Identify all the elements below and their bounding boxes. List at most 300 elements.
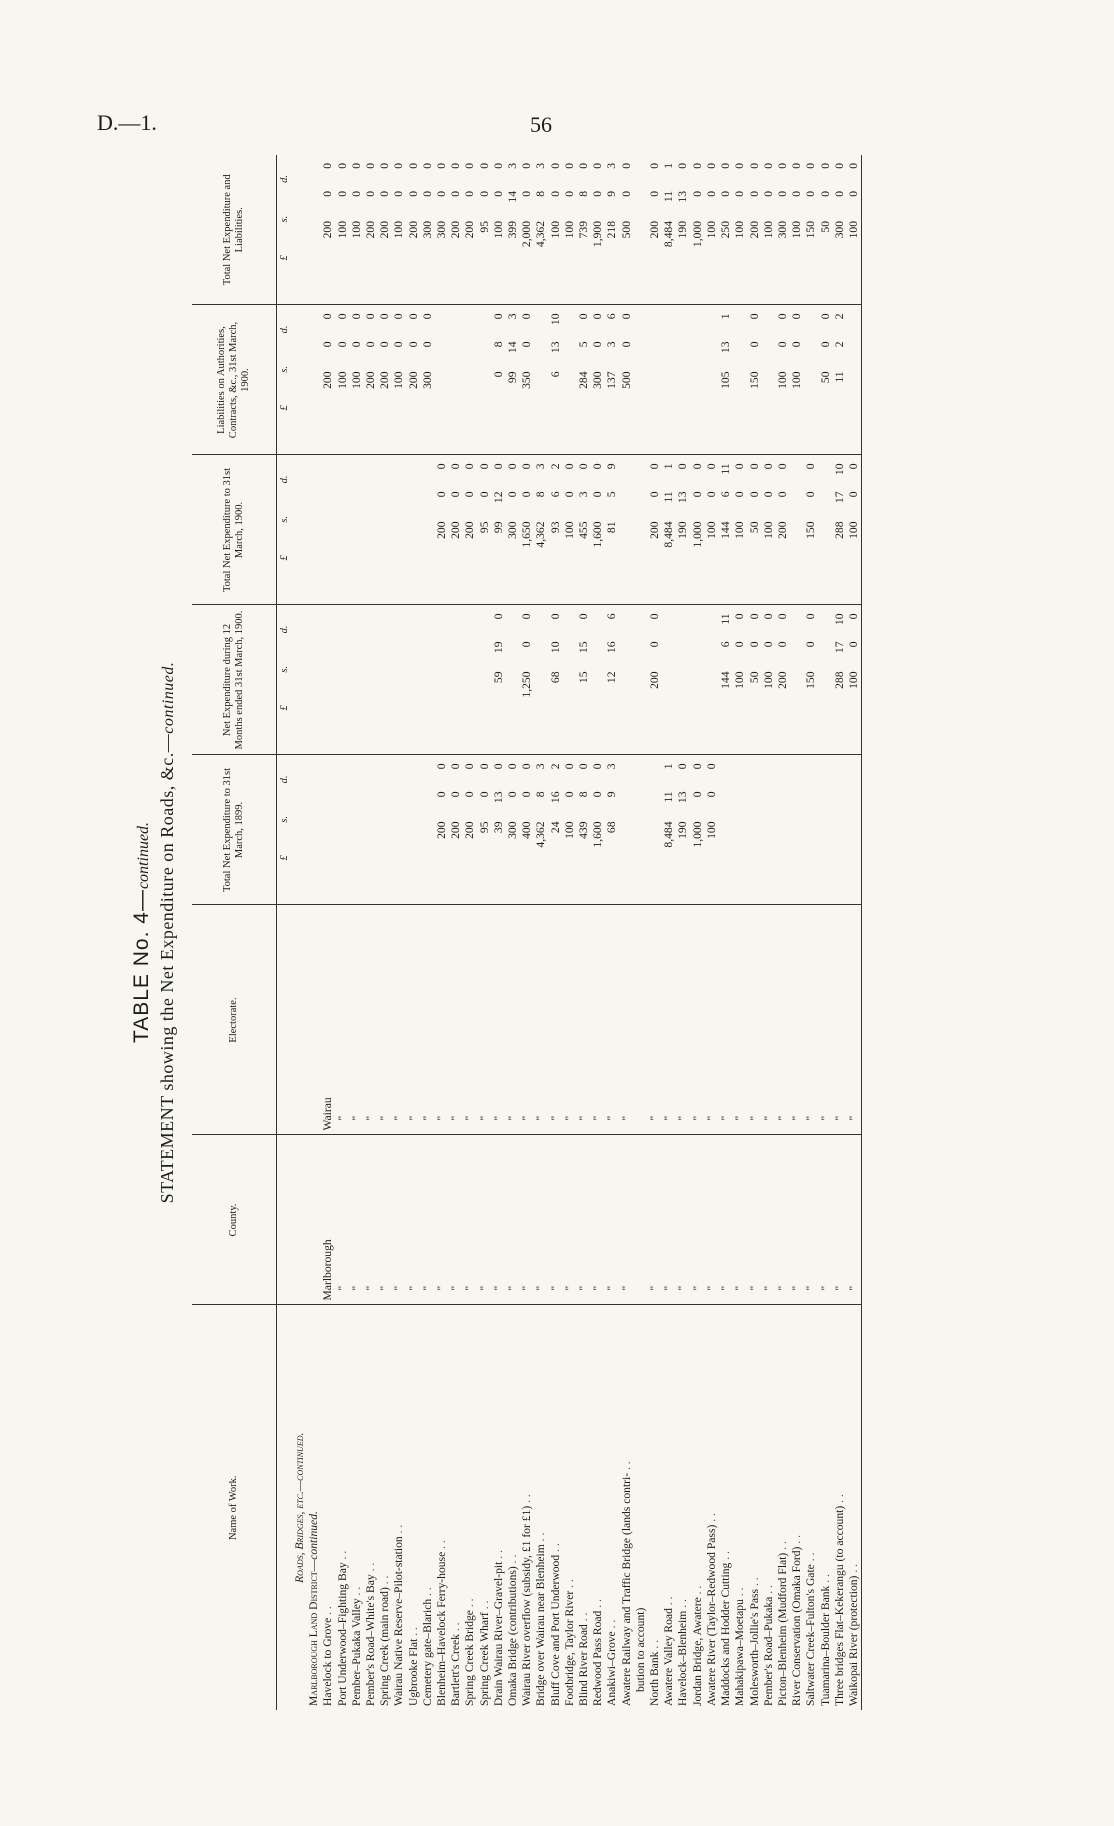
work-name bbox=[719, 1305, 733, 1710]
money-d: 0 bbox=[648, 163, 662, 169]
money-l: 100 bbox=[761, 521, 775, 539]
county-cell bbox=[804, 1135, 818, 1305]
money-cell-m5 bbox=[719, 155, 733, 305]
money-s: 0 bbox=[406, 191, 420, 197]
money-s: 13 bbox=[676, 191, 690, 203]
money-d: 3 bbox=[534, 163, 548, 169]
money-d: 0 bbox=[846, 163, 860, 169]
money-cell-m3 bbox=[620, 455, 634, 605]
work-name bbox=[506, 1305, 520, 1710]
money-cell-m5 bbox=[591, 155, 605, 305]
money-s: 0 bbox=[591, 791, 605, 798]
table-row bbox=[563, 155, 577, 1710]
dot-leader: . . bbox=[761, 1585, 775, 1597]
money-cell-m2 bbox=[520, 605, 534, 755]
money-s: 0 bbox=[349, 191, 363, 197]
money-amount bbox=[648, 610, 662, 751]
money-d: 0 bbox=[420, 163, 434, 169]
money-cell-m1 bbox=[804, 755, 818, 905]
money-cell-m4 bbox=[378, 305, 392, 455]
money-cell-m5 bbox=[648, 155, 662, 305]
table-row bbox=[591, 155, 605, 1710]
electorate-text: " bbox=[349, 1115, 363, 1121]
money-amount bbox=[676, 159, 690, 301]
county-text: " bbox=[335, 1285, 349, 1291]
money-amount bbox=[776, 460, 790, 601]
electorate-cell bbox=[705, 905, 719, 1135]
work-name-text: Awatere River (Taylor–Redwood Pass) bbox=[704, 1524, 718, 1706]
money-l: 300 bbox=[506, 821, 520, 839]
electorate-cell bbox=[392, 905, 406, 1135]
dot-leader: . . bbox=[846, 1563, 860, 1576]
work-name-text: bution to account) bbox=[633, 1607, 647, 1692]
dot-leader: . . bbox=[648, 1639, 662, 1652]
money-l: 150 bbox=[747, 371, 761, 389]
money-d: 0 bbox=[520, 763, 534, 770]
work-name bbox=[790, 1305, 804, 1710]
money-amount bbox=[563, 460, 577, 601]
money-d: 0 bbox=[733, 463, 747, 470]
money-s: 11 bbox=[662, 791, 676, 803]
money-amount bbox=[463, 460, 477, 601]
work-name-text: Pember's Road–White's Bay bbox=[364, 1574, 378, 1706]
money-d: 0 bbox=[378, 163, 392, 169]
money-amount bbox=[691, 159, 705, 301]
money-d: 0 bbox=[733, 163, 747, 169]
money-cell-m5 bbox=[321, 155, 335, 305]
money-s: 5 bbox=[605, 491, 619, 498]
money-d: 2 bbox=[548, 763, 562, 770]
money-cell-m5 bbox=[549, 155, 563, 305]
money-amount bbox=[804, 610, 818, 751]
dot-leader: . . bbox=[364, 1562, 378, 1575]
work-name bbox=[534, 1305, 548, 1710]
money-cell-m5 bbox=[605, 155, 619, 305]
money-amount bbox=[492, 310, 506, 451]
money-cell-m3 bbox=[577, 455, 591, 605]
money-amount bbox=[662, 760, 676, 901]
money-l: 200 bbox=[364, 221, 378, 239]
dot-leader: . . bbox=[463, 1598, 477, 1611]
electorate-text: " bbox=[491, 1115, 505, 1121]
money-s: 0 bbox=[818, 341, 832, 348]
money-amount bbox=[506, 760, 520, 901]
money-s: 0 bbox=[477, 491, 491, 498]
money-d: 0 bbox=[449, 463, 463, 470]
dot-leader: . . bbox=[349, 1586, 363, 1599]
money-l: 399 bbox=[506, 221, 520, 239]
money-cell-m2 bbox=[719, 605, 733, 755]
money-amount bbox=[648, 159, 662, 301]
table-row bbox=[776, 155, 790, 1710]
electorate-cell bbox=[563, 905, 577, 1135]
dot-leader: . . bbox=[378, 1575, 392, 1588]
money-amount bbox=[492, 159, 506, 301]
money-cell-m3 bbox=[762, 455, 776, 605]
money-cell-m5 bbox=[435, 155, 449, 305]
money-amount bbox=[506, 310, 520, 451]
money-amount bbox=[662, 460, 676, 601]
page-number: 56 bbox=[530, 112, 552, 137]
money-cell-m1 bbox=[449, 755, 463, 905]
table-row bbox=[676, 155, 690, 1710]
money-cell-m1 bbox=[321, 755, 335, 905]
money-l: 68 bbox=[548, 671, 562, 684]
money-d: 0 bbox=[648, 613, 662, 620]
money-amount bbox=[605, 760, 619, 901]
county-cell bbox=[620, 1135, 634, 1305]
money-s: 0 bbox=[520, 791, 534, 798]
money-cell-m1 bbox=[847, 755, 862, 905]
section-heading-row bbox=[293, 155, 307, 1710]
electorate-text: " bbox=[733, 1115, 747, 1121]
column-header-row bbox=[192, 155, 277, 1710]
money-l: 1,000 bbox=[690, 821, 704, 848]
rotated-table-sheet bbox=[130, 155, 860, 1710]
money-amount bbox=[776, 310, 790, 451]
money-l: 1,000 bbox=[690, 521, 704, 548]
money-cell-m2 bbox=[336, 605, 350, 755]
money-l: 105 bbox=[719, 371, 733, 389]
money-l: 144 bbox=[719, 521, 733, 539]
money-s: 0 bbox=[619, 191, 633, 197]
money-d: 0 bbox=[790, 313, 804, 320]
money-cell-m3 bbox=[549, 455, 563, 605]
money-s: 0 bbox=[321, 341, 335, 348]
money-amount bbox=[691, 460, 705, 601]
work-name bbox=[676, 1305, 690, 1710]
money-l: 8,484 bbox=[662, 221, 676, 248]
money-cell-m1 bbox=[506, 755, 520, 905]
money-l: 8,484 bbox=[662, 521, 676, 548]
county-text: " bbox=[477, 1285, 491, 1291]
money-amount bbox=[804, 460, 818, 601]
county-text: " bbox=[491, 1285, 505, 1291]
county-text: " bbox=[605, 1285, 619, 1291]
money-l: 0 bbox=[491, 371, 505, 378]
money-cell-m5 bbox=[421, 155, 435, 305]
electorate-text: " bbox=[846, 1115, 860, 1121]
money-cell-m1 bbox=[719, 755, 733, 905]
county-cell bbox=[421, 1135, 435, 1305]
money-cell-m1 bbox=[591, 755, 605, 905]
money-amount bbox=[421, 310, 435, 451]
money-d: 0 bbox=[406, 313, 420, 320]
money-amount bbox=[719, 610, 733, 751]
money-l: 1,650 bbox=[520, 521, 534, 548]
county-cell bbox=[676, 1135, 690, 1305]
money-cell-m3 bbox=[719, 455, 733, 605]
money-cell-m2 bbox=[804, 605, 818, 755]
money-amount bbox=[605, 460, 619, 601]
electorate-text: " bbox=[406, 1115, 420, 1121]
table-row bbox=[691, 155, 705, 1710]
money-cell-m1 bbox=[549, 755, 563, 905]
money-cell-m1 bbox=[350, 755, 364, 905]
county-text: " bbox=[406, 1285, 420, 1291]
work-name bbox=[407, 1305, 421, 1710]
electorate-text: " bbox=[790, 1115, 804, 1121]
dot-leader: . . bbox=[435, 1540, 449, 1552]
work-name-text: Port Underwood–Fighting Bay bbox=[335, 1562, 349, 1706]
dot-leader: . . bbox=[619, 1461, 633, 1473]
money-s: 0 bbox=[690, 791, 704, 798]
money-l: 144 bbox=[719, 671, 733, 689]
money-cell-m2 bbox=[478, 605, 492, 755]
money-cell-m2 bbox=[463, 605, 477, 755]
col-liabilities: Liabilities on Authorities, Contracts, &c., 31st March, 1900. bbox=[192, 305, 277, 455]
work-name bbox=[364, 1305, 378, 1710]
money-d: 0 bbox=[449, 163, 463, 169]
money-d: 0 bbox=[747, 463, 761, 470]
money-d: 0 bbox=[804, 613, 818, 620]
work-name bbox=[549, 1305, 563, 1710]
work-name-text: Wairau Native Reserve–Pilot-station bbox=[392, 1536, 406, 1706]
money-s: 8 bbox=[577, 191, 591, 197]
money-l: 95 bbox=[477, 221, 491, 233]
money-cell-m5 bbox=[449, 155, 463, 305]
money-l: 150 bbox=[804, 521, 818, 539]
unit-pence: d. bbox=[278, 175, 290, 183]
money-s: 14 bbox=[506, 191, 520, 203]
money-d: 0 bbox=[747, 313, 761, 320]
money-amount bbox=[819, 310, 833, 451]
money-d: 0 bbox=[491, 463, 505, 470]
money-amount bbox=[336, 159, 350, 301]
money-s: 0 bbox=[747, 341, 761, 348]
col-total-1900: Total Net Expenditure to 31st March, 1900. bbox=[192, 455, 277, 605]
money-cell-m1 bbox=[520, 755, 534, 905]
electorate-text: " bbox=[420, 1115, 434, 1121]
money-l: 190 bbox=[676, 521, 690, 539]
electorate-text: " bbox=[435, 1115, 449, 1121]
table-row bbox=[833, 155, 847, 1710]
electorate-text: " bbox=[577, 1115, 591, 1121]
money-d: 3 bbox=[605, 763, 619, 770]
dot-leader: . . bbox=[520, 1494, 534, 1506]
money-d: 0 bbox=[761, 463, 775, 470]
money-s: 13 bbox=[719, 341, 733, 354]
money-d: 0 bbox=[832, 163, 846, 169]
electorate-text: Wairau bbox=[321, 1097, 335, 1131]
money-l: 100 bbox=[562, 521, 576, 539]
county-cell bbox=[478, 1135, 492, 1305]
money-d: 0 bbox=[818, 163, 832, 169]
money-d: 0 bbox=[775, 613, 789, 620]
work-name bbox=[478, 1305, 492, 1710]
money-amount bbox=[534, 159, 548, 301]
electorate-text: " bbox=[775, 1115, 789, 1121]
money-cell-m1 bbox=[705, 755, 719, 905]
money-amount bbox=[591, 460, 605, 601]
money-d: 0 bbox=[577, 163, 591, 169]
money-cell-m3 bbox=[733, 455, 747, 605]
work-name bbox=[705, 1305, 719, 1710]
money-d: 0 bbox=[690, 163, 704, 169]
dot-leader: . . bbox=[449, 1622, 463, 1635]
work-name-text: Bridge over Wairau near Blenheim bbox=[534, 1544, 548, 1706]
money-d: 0 bbox=[321, 163, 335, 169]
dot-leader: . . bbox=[733, 1587, 747, 1600]
money-d: 0 bbox=[775, 163, 789, 169]
table-row bbox=[620, 155, 634, 1710]
work-name bbox=[634, 1305, 648, 1710]
money-s: 0 bbox=[463, 191, 477, 197]
money-cell-m5 bbox=[662, 155, 676, 305]
money-amount bbox=[577, 460, 591, 601]
work-name bbox=[691, 1305, 705, 1710]
money-amount bbox=[520, 310, 534, 451]
dot-leader: . . bbox=[335, 1550, 349, 1563]
county-text: " bbox=[392, 1285, 406, 1291]
money-cell-m3 bbox=[819, 455, 833, 605]
money-d: 0 bbox=[349, 163, 363, 169]
money-cell-m4 bbox=[492, 305, 506, 455]
money-cell-m4 bbox=[648, 305, 662, 455]
money-l: 100 bbox=[846, 521, 860, 539]
county-cell bbox=[520, 1135, 534, 1305]
money-s: 11 bbox=[662, 191, 676, 203]
work-name bbox=[449, 1305, 463, 1710]
electorate-cell bbox=[676, 905, 690, 1135]
money-d: 0 bbox=[520, 463, 534, 470]
money-l: 4,362 bbox=[534, 221, 548, 248]
county-cell bbox=[762, 1135, 776, 1305]
money-cell-m1 bbox=[534, 755, 548, 905]
work-name bbox=[648, 1305, 662, 1710]
money-cell-m4 bbox=[364, 305, 378, 455]
money-cell-m2 bbox=[506, 605, 520, 755]
money-d: 0 bbox=[520, 313, 534, 320]
money-cell-m2 bbox=[833, 605, 847, 755]
money-s: 0 bbox=[420, 341, 434, 348]
money-s: 19 bbox=[491, 641, 505, 654]
money-s: 0 bbox=[435, 791, 449, 798]
money-cell-m4 bbox=[662, 305, 676, 455]
money-d: 0 bbox=[790, 163, 804, 169]
money-cell-m5 bbox=[733, 155, 747, 305]
money-s: 0 bbox=[520, 491, 534, 498]
county-text: " bbox=[562, 1285, 576, 1291]
money-amount bbox=[350, 159, 364, 301]
money-cell-m1 bbox=[605, 755, 619, 905]
money-l: 200 bbox=[775, 521, 789, 539]
county-text: " bbox=[676, 1285, 690, 1291]
electorate-cell bbox=[819, 905, 833, 1135]
electorate-cell bbox=[435, 905, 449, 1135]
electorate-text: " bbox=[676, 1115, 690, 1121]
county-cell bbox=[463, 1135, 477, 1305]
money-amount bbox=[449, 760, 463, 901]
electorate-text: " bbox=[449, 1115, 463, 1121]
county-text: " bbox=[662, 1285, 676, 1291]
money-amount bbox=[705, 760, 719, 901]
money-cell-m4 bbox=[776, 305, 790, 455]
money-amount bbox=[435, 159, 449, 301]
work-name-text: Pember–Pukaka Valley bbox=[349, 1598, 363, 1706]
county-cell bbox=[776, 1135, 790, 1305]
money-cell-m4 bbox=[748, 305, 762, 455]
money-d: 0 bbox=[676, 463, 690, 470]
money-d: 0 bbox=[463, 463, 477, 470]
money-cell-m1 bbox=[833, 755, 847, 905]
money-cell-m5 bbox=[819, 155, 833, 305]
money-cell-m4 bbox=[321, 305, 335, 455]
money-d: 0 bbox=[562, 163, 576, 169]
money-amount bbox=[577, 610, 591, 751]
money-s: 0 bbox=[761, 191, 775, 197]
county-text: Marlborough bbox=[321, 1239, 335, 1301]
money-s: 0 bbox=[449, 791, 463, 798]
money-d: 0 bbox=[747, 163, 761, 169]
money-cell-m5 bbox=[833, 155, 847, 305]
money-cell-m3 bbox=[563, 455, 577, 605]
work-name-text: Blind River Road bbox=[577, 1624, 591, 1706]
electorate-cell bbox=[648, 905, 662, 1135]
money-cell-m2 bbox=[620, 605, 634, 755]
work-name-text: Pember's Road–Pukaka bbox=[761, 1596, 775, 1706]
money-amount bbox=[520, 760, 534, 901]
money-l: 200 bbox=[406, 221, 420, 239]
money-cell-m3 bbox=[833, 455, 847, 605]
money-amount bbox=[676, 460, 690, 601]
table-row bbox=[449, 155, 463, 1710]
electorate-text: " bbox=[690, 1115, 704, 1121]
money-cell-m4 bbox=[435, 305, 449, 455]
money-amount bbox=[833, 460, 847, 601]
money-cell-m5 bbox=[634, 155, 648, 305]
money-amount bbox=[605, 159, 619, 301]
money-cell-m5 bbox=[748, 155, 762, 305]
money-l: 100 bbox=[846, 671, 860, 689]
money-s: 16 bbox=[548, 791, 562, 804]
money-cell-m5 bbox=[534, 155, 548, 305]
money-s: 0 bbox=[761, 491, 775, 498]
work-name bbox=[819, 1305, 833, 1710]
money-d: 0 bbox=[761, 613, 775, 620]
money-l: 99 bbox=[506, 371, 520, 384]
money-s: 0 bbox=[747, 491, 761, 498]
money-amount bbox=[676, 760, 690, 901]
money-l: 200 bbox=[648, 221, 662, 239]
money-s: 8 bbox=[534, 491, 548, 498]
money-l: 59 bbox=[491, 671, 505, 684]
money-cell-m2 bbox=[634, 605, 648, 755]
table-row bbox=[378, 155, 392, 1710]
money-cell-m3 bbox=[321, 455, 335, 605]
money-cell-m5 bbox=[478, 155, 492, 305]
money-s: 0 bbox=[435, 491, 449, 498]
work-name bbox=[350, 1305, 364, 1710]
money-d: 0 bbox=[364, 313, 378, 320]
money-amount bbox=[492, 760, 506, 901]
money-l: 95 bbox=[477, 521, 491, 534]
money-s: 0 bbox=[392, 341, 406, 348]
electorate-text: " bbox=[662, 1115, 676, 1121]
money-cell-m3 bbox=[350, 455, 364, 605]
money-l: 250 bbox=[719, 221, 733, 239]
electorate-text: " bbox=[591, 1115, 605, 1121]
money-d: 0 bbox=[392, 163, 406, 169]
money-cell-m3 bbox=[691, 455, 705, 605]
money-cell-m2 bbox=[762, 605, 776, 755]
money-d: 0 bbox=[406, 163, 420, 169]
money-l: 200 bbox=[648, 671, 662, 689]
money-s: 13 bbox=[491, 791, 505, 804]
money-cell-m4 bbox=[577, 305, 591, 455]
money-amount bbox=[378, 310, 392, 451]
money-l: 200 bbox=[449, 821, 463, 839]
